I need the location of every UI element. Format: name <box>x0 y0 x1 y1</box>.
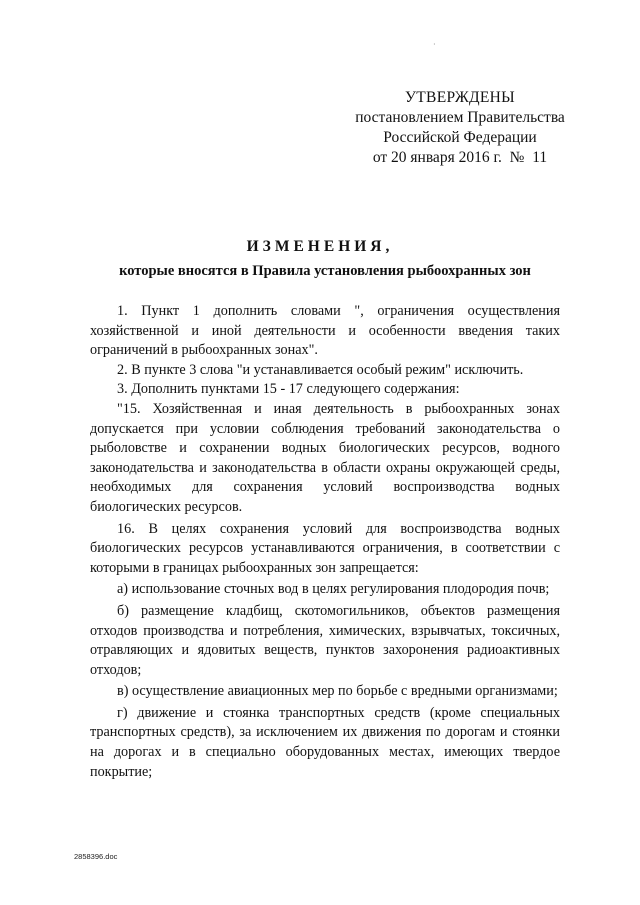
approval-date: от 20 января 2016 г. № 11 <box>372 149 548 166</box>
paragraph: а) использование сточных вод в целях регулирования плодородия почв; <box>117 581 550 598</box>
paragraph: 1. Пункт 1 дополнить словами ", ограничения осуществления хозяйственной и иной деятельности и особенности введения таких ограничений в рыбоохранных зонах". <box>90 303 560 359</box>
paragraph: 16. В целях сохранения условий для воспроизводства водных биологических ресурсов устанавливаются ограничения, в соответствии с которыми в границах рыбоохранных зон запрещается: <box>90 520 560 576</box>
paragraph: б) размещение кладбищ, скотомогильников, объектов размещения отходов производства и потребления, химических, взрывчатых, токсичных, отравляющих и ядовитых веществ, пунктов захоронения радиоактивных отходов; <box>90 602 560 678</box>
paragraph: г) движение и стоянка транспортных средств (кроме специальных транспортных средств), за исключением их движения по дорогам и стоянки на дорогах и в специально оборудованных местах, имеющих твердое покрытие; <box>90 704 560 780</box>
paragraph: 2. В пункте 3 слова "и устанавливается особый режим" исключить. <box>117 361 524 378</box>
document-subtitle: которые вносятся в Правила установления рыбоохранных зон <box>119 263 531 279</box>
file-name: 2858396.doc <box>74 852 118 861</box>
approval-line: постановлением Правительства <box>355 109 565 126</box>
document-body <box>90 302 560 782</box>
approval-line: Российской Федерации <box>383 129 537 146</box>
paragraph: "15. Хозяйственная и иная деятельность в рыбоохранных зонах допускается при условии соблюдения требований законодательства о рыболовстве и сохранении водных биологических ресурсов, водного законодательства и законодательства в области охраны окружающей среды, необходимых для сохранения условий воспроизводства водных биологических ресурсов. <box>90 400 560 515</box>
document-title: ИЗМЕНЕНИЯ, <box>246 238 394 255</box>
approval-heading: УТВЕРЖДЕНЫ <box>405 89 515 106</box>
paragraph: в) осуществление авиационных мер по борьбе с вредными организмами; <box>117 683 558 700</box>
paragraph: 3. Дополнить пунктами 15 - 17 следующего содержания: <box>117 381 460 398</box>
scan-mark: · <box>433 40 436 49</box>
approval-block <box>340 88 580 168</box>
